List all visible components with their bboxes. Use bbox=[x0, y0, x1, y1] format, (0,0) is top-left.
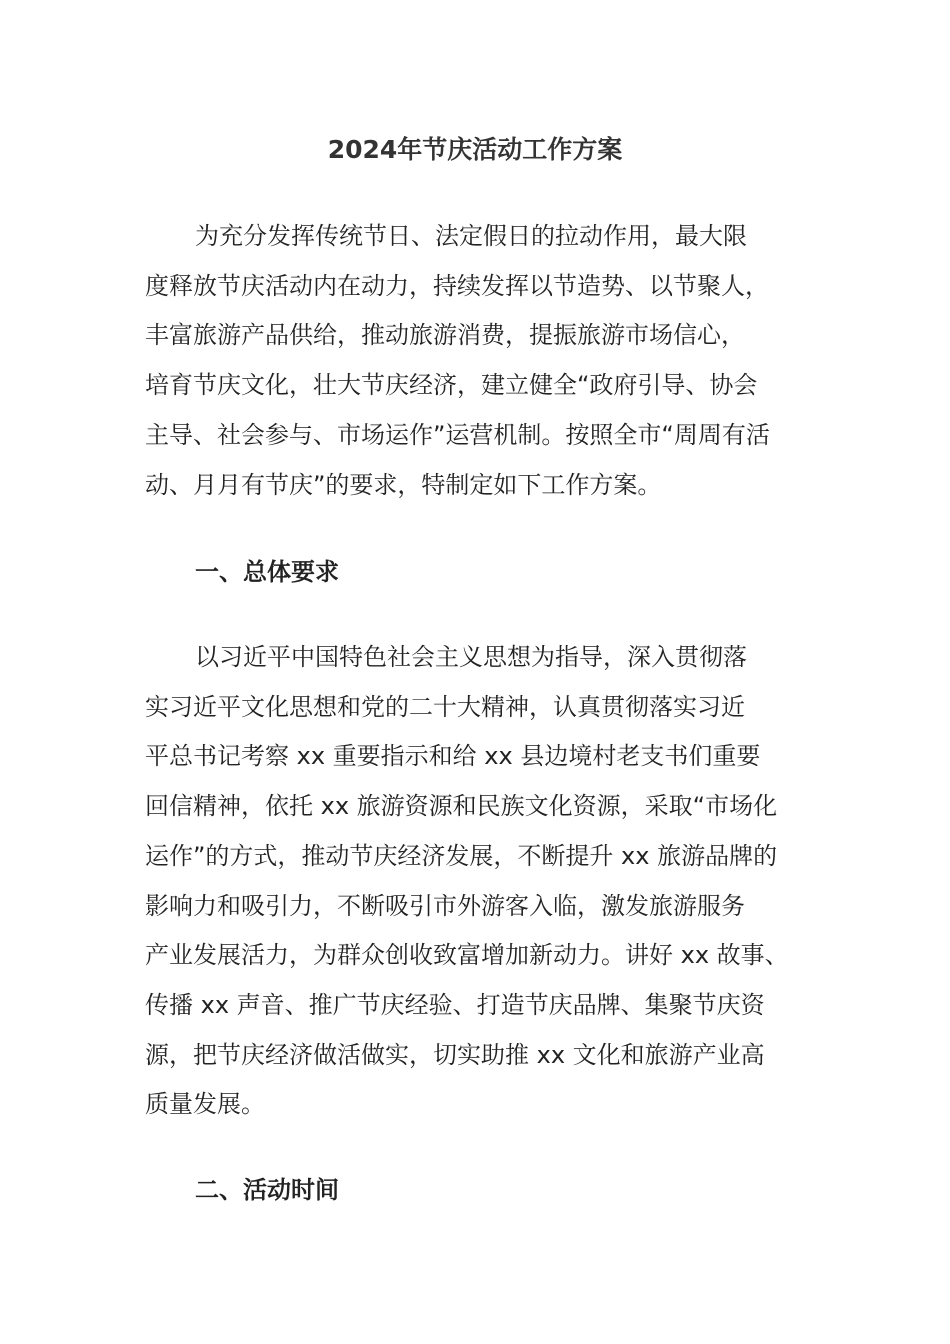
intro-paragraph bbox=[145, 212, 817, 510]
section-heading-general-requirements: 一、总体要求 bbox=[195, 558, 339, 586]
general-requirements-paragraph bbox=[145, 633, 817, 1130]
paragraph-line: 回信精神，依托 xx 旅游资源和民族文化资源，采取“市场化 bbox=[145, 792, 778, 821]
paragraph-line: 主导、社会参与、市场运作”运营机制。按照全市“周周有活 bbox=[145, 420, 770, 449]
document-title: 2024年节庆活动工作方案 bbox=[327, 135, 623, 164]
paragraph-line: 质量发展。 bbox=[145, 1090, 265, 1119]
paragraph-line: 丰富旅游产品供给，推动旅游消费，提振旅游市场信心， bbox=[145, 321, 745, 350]
paragraph-line: 传播 xx 声音、推广节庆经验、打造节庆品牌、集聚节庆资 bbox=[145, 990, 765, 1019]
paragraph-line: 度释放节庆活动内在动力，持续发挥以节造势、以节聚人， bbox=[145, 271, 769, 300]
paragraph-line: 为充分发挥传统节日、法定假日的拉动作用，最大限 bbox=[195, 222, 747, 250]
paragraph-line: 产业发展活力，为群众创收致富增加新动力。讲好 xx 故事、 bbox=[145, 941, 789, 970]
paragraph-line: 平总书记考察 xx 重要指示和给 xx 县边境村老支书们重要 bbox=[145, 742, 761, 771]
paragraph-line: 源，把节庆经济做活做实，切实助推 xx 文化和旅游产业高 bbox=[145, 1040, 765, 1069]
paragraph-line: 影响力和吸引力，不断吸引市外游客入临，激发旅游服务 bbox=[145, 891, 745, 920]
paragraph-line: 运作”的方式，推动节庆经济发展，不断提升 xx 旅游品牌的 bbox=[145, 841, 778, 870]
paragraph-line: 动、月月有节庆”的要求，特制定如下工作方案。 bbox=[145, 470, 662, 499]
paragraph-line: 培育节庆文化，壮大节庆经济，建立健全“政府引导、协会 bbox=[145, 371, 758, 400]
paragraph-line: 实习近平文化思想和党的二十大精神，认真贯彻落实习近 bbox=[145, 692, 745, 721]
section-heading-activity-time: 二、活动时间 bbox=[195, 1176, 339, 1204]
paragraph-line: 以习近平中国特色社会主义思想为指导，深入贯彻落 bbox=[195, 643, 747, 671]
